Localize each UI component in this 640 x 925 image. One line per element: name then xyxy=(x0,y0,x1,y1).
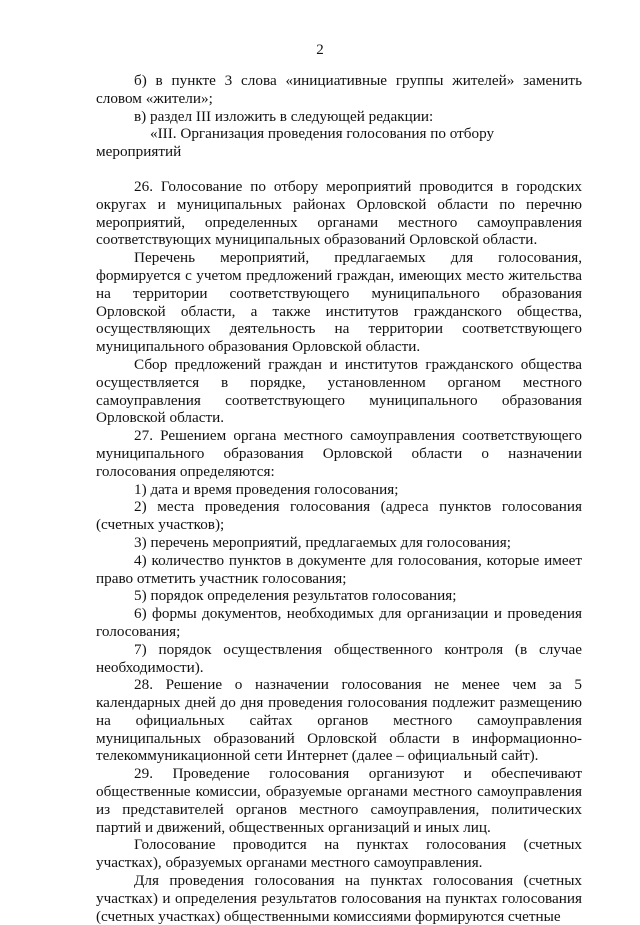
paragraph-counting: Для проведения голосования на пунктах голосования (счетных участках) и определения результатов голосования на пунктах голосования (счетных участках) общественными комиссиями формируются счетные xyxy=(96,872,582,925)
paragraph-voting-points: Голосование проводится на пунктах голосования (счетных участках), образуемых органами местного самоуправления. xyxy=(96,836,582,872)
list-item-2: 2) места проведения голосования (адреса пунктов голосования (счетных участков); xyxy=(96,498,582,534)
section-heading: «III. Организация проведения голосования по отбору мероприятий xyxy=(96,125,495,161)
list-item-1: 1) дата и время проведения голосования; xyxy=(134,480,399,498)
paragraph-26: 26. Голосование по отбору мероприятий проводится в городских округах и муниципальных районах Орловской области по перечню мероприятий, определенных органами местного самоуправления соответствующих муниципальных образований Орловской области. xyxy=(96,177,582,249)
list-item-3: 3) перечень мероприятий, предлагаемых для голосования; xyxy=(134,533,511,551)
paragraph-list-of-measures: Перечень мероприятий, предлагаемых для голосования, формируется с учетом предложений граждан, имеющих место жительства на территории соответствующего муниципального образования Орловской области, а также институтов гражданского общества, осуществляющих деятельность на территории соответствующего муниципального образования Орловской области. xyxy=(96,249,582,356)
list-item-4: 4) количество пунктов в документе для голосования, которые имеет право отметить участник голосования; xyxy=(96,551,582,587)
page-number: 2 xyxy=(316,42,324,58)
paragraph-28: 28. Решение о назначении голосования не менее чем за 5 календарных дней до дня проведения голосования подлежит размещению на официальных сайтах органов местного самоуправления муниципальных образований Орловской области в информационно-телекоммуникационной сети Интернет (далее – официальный сайт). xyxy=(96,676,582,765)
list-item-6: 6) формы документов, необходимых для организации и проведения голосования; xyxy=(96,605,582,640)
paragraph-27: 27. Решением органа местного самоуправления соответствующего муниципального образования Орловской области о назначении голосования определяются: xyxy=(96,427,582,480)
section-spacer xyxy=(96,161,582,178)
paragraph-29: 29. Проведение голосования организуют и обеспечивают общественные комиссии, образуемые органами местного самоуправления из представителей органов местного самоуправления, политических партий и движений, общественных организаций и иных лиц. xyxy=(96,765,582,836)
paragraph-item-v: в) раздел III изложить в следующей редакции: xyxy=(134,107,434,125)
paragraph-item-b: б) в пункте 3 слова «инициативные группы жителей» заменить словом «жители»; xyxy=(96,72,582,107)
paragraph-proposals: Сбор предложений граждан и институтов гражданского общества осуществляется в порядке, установленном органом местного самоуправления соответствующего муниципального образования Орловской области. xyxy=(96,355,582,427)
document-body xyxy=(96,72,582,925)
list-item-7: 7) порядок осуществления общественного контроля (в случае необходимости). xyxy=(96,640,582,676)
list-item-5: 5) порядок определения результатов голосования; xyxy=(134,587,457,605)
